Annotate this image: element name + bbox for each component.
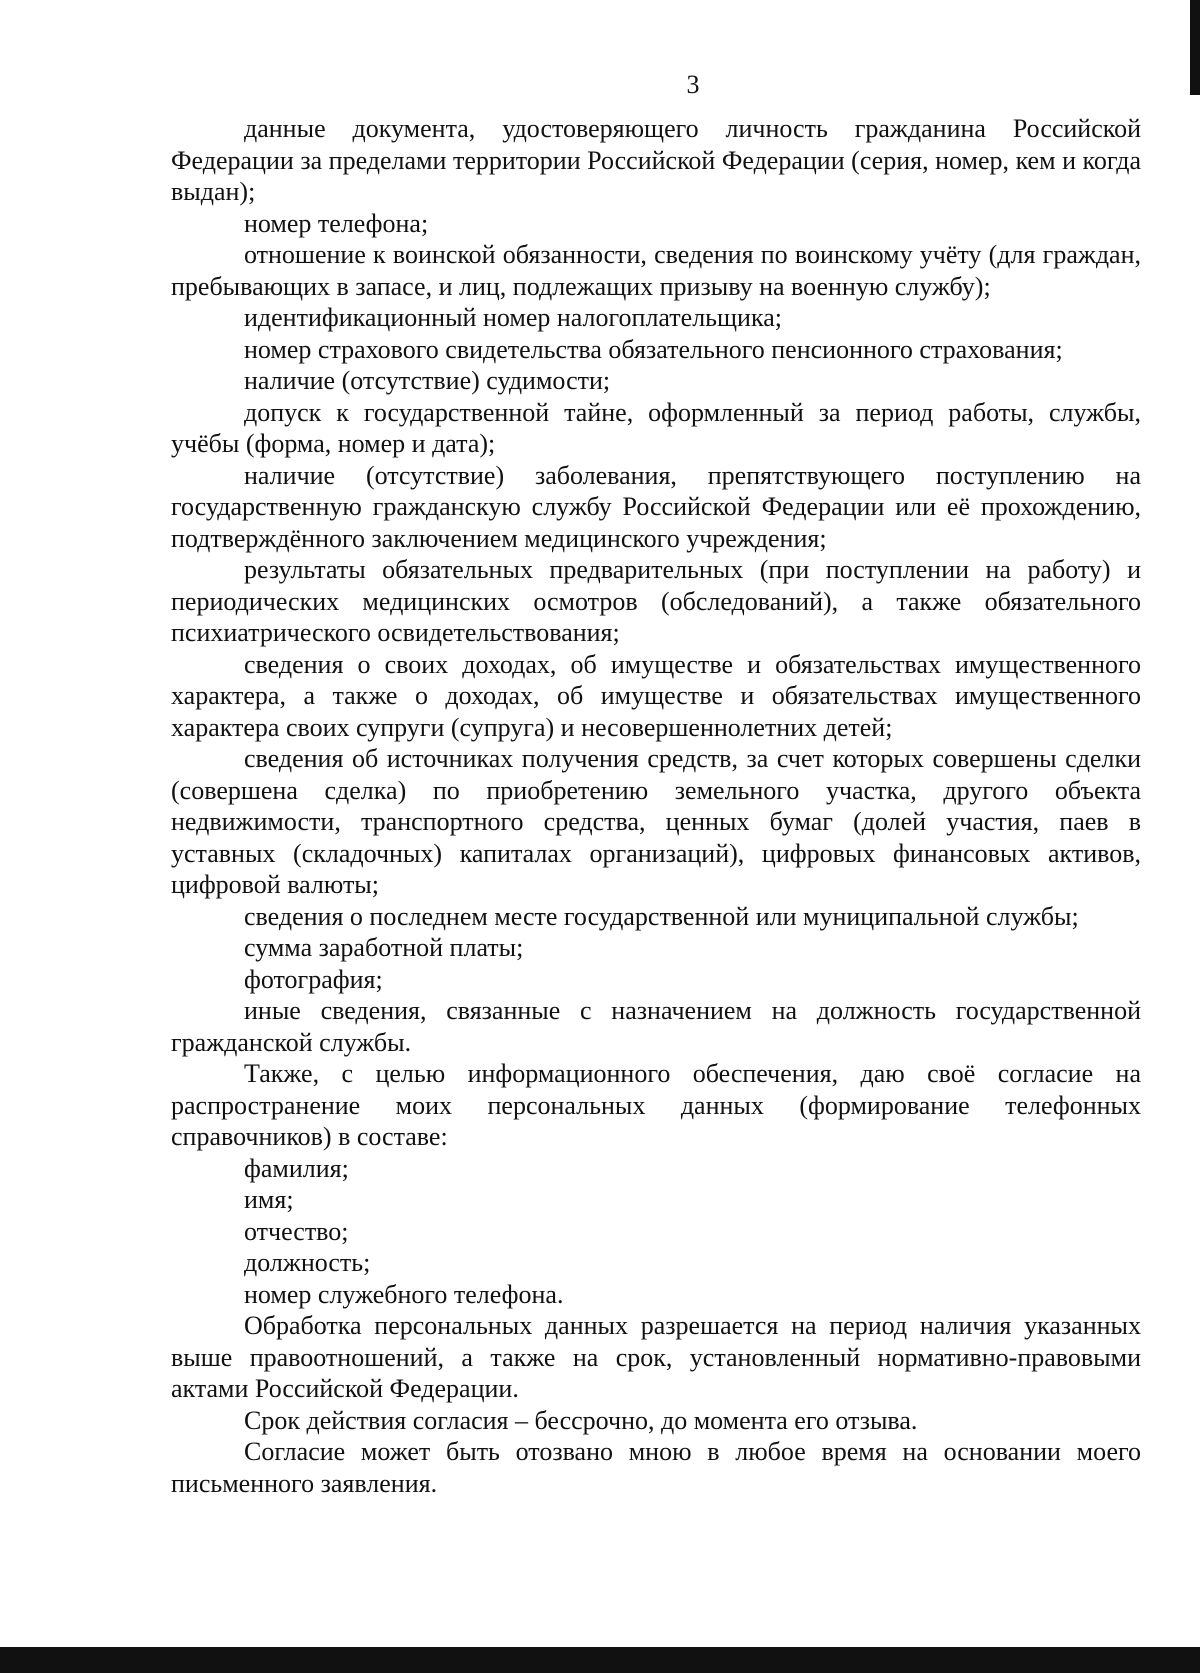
document-body bbox=[171, 113, 1141, 1499]
paragraph-patronymic: отчество; bbox=[244, 1216, 349, 1246]
paragraph-funds-sources: сведения об источниках получения средств, за счет которых совершены сделки (совершена сделка) по приобретению земельного участка, другого объекта недвижимости, транспортного средства, ценных бумаг (долей участия, паев в уставных (складочных) капиталах организаций), цифровых финансовых активов, цифровой валюты; bbox=[171, 744, 1141, 899]
paragraph-medical-exams: результаты обязательных предварительных (при поступлении на работу) и периодических медицинских осмотров (обследований), а также обязательного психиатрического освидетельствования; bbox=[171, 555, 1141, 647]
paragraph-disease-status: наличие (отсутствие) заболевания, препятствующего поступлению на государственную гражданскую службу Российской Федерации или её прохождению, подтверждённого заключением медицинского учреждения; bbox=[171, 460, 1141, 553]
paragraph-consent-term: Срок действия согласия – бессрочно, до момента его отзыва. bbox=[244, 1405, 918, 1435]
paragraph-photo: фотография; bbox=[244, 964, 383, 994]
paragraph-first-name: имя; bbox=[244, 1185, 294, 1214]
paragraph-processing-period: Обработка персональных данных разрешается на период наличия указанных выше правоотношений, а также на срок, установленный нормативно-правовыми актами Российской Федерации. bbox=[171, 1311, 1141, 1403]
paragraph-tax-id: идентификационный номер налогоплательщика; bbox=[244, 303, 782, 332]
scan-edge-right bbox=[1190, 0, 1200, 95]
paragraph-distribution-consent: Также, с целью информационного обеспечения, даю своё согласие на распространение моих персональных данных (формирование телефонных справочников) в составе: bbox=[171, 1059, 1141, 1151]
scan-edge-bottom bbox=[0, 1647, 1200, 1673]
paragraph-phone-number: номер телефона; bbox=[244, 208, 429, 238]
paragraph-passport-abroad: данные документа, удостоверяющего личность гражданина Российской Федерации за пределами территории Российской Федерации (серия, номер, кем и когда выдан); bbox=[171, 114, 1141, 206]
paragraph-surname: фамилия; bbox=[244, 1153, 349, 1183]
paragraph-military-duty: отношение к воинской обязанности, сведения по воинскому учёту (для граждан, пребывающих в запасе, и лиц, подлежащих призыву на военную службу); bbox=[171, 240, 1141, 301]
paragraph-income-property: сведения о своих доходах, об имуществе и обязательствах имущественного характера, а также о доходах, об имуществе и обязательствах имущественного характера своих супруги (супруга) и несовершеннолетних детей; bbox=[171, 649, 1141, 742]
paragraph-other-info: иные сведения, связанные с назначением на должность государственной гражданской службы. bbox=[171, 996, 1141, 1057]
paragraph-work-phone: номер служебного телефона. bbox=[244, 1279, 564, 1309]
paragraph-salary: сумма заработной платы; bbox=[244, 933, 524, 962]
paragraph-state-secret-clearance: допуск к государственной тайне, оформленный за период работы, службы, учёбы (форма, номер и дата); bbox=[171, 397, 1141, 458]
paragraph-criminal-record: наличие (отсутствие) судимости; bbox=[244, 366, 611, 395]
paragraph-pension-insurance: номер страхового свидетельства обязательного пенсионного страхования; bbox=[244, 334, 1063, 364]
paragraph-position: должность; bbox=[244, 1248, 371, 1277]
paragraph-consent-withdrawal: Согласие может быть отозвано мною в любое время на основании моего письменного заявления. bbox=[171, 1437, 1141, 1498]
page-number: 3 bbox=[686, 70, 700, 99]
paragraph-last-service-place: сведения о последнем месте государственной или муниципальной службы; bbox=[244, 901, 1079, 931]
